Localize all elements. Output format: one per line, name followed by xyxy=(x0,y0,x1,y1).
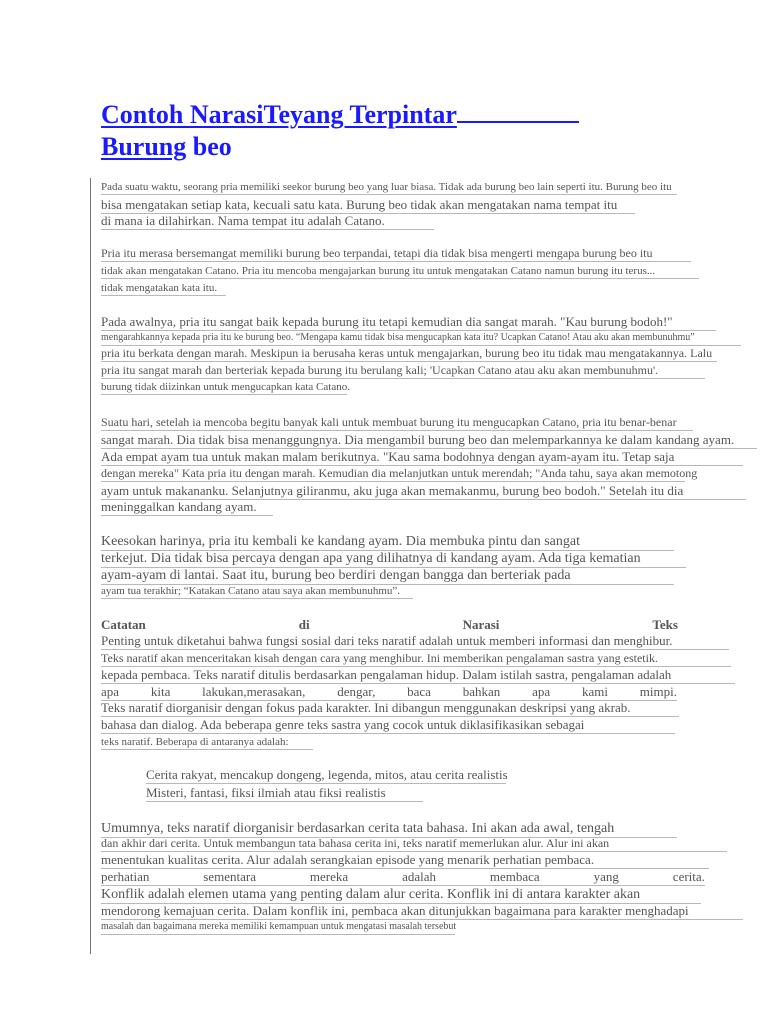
p3-line-4: pria itu sangat marah dan berteriak kepada burung itu berulang kali; 'Ucapkan Catano atau aku akan membunuhmu'. xyxy=(101,363,705,379)
p2-line-3: tidak mengatakan kata itu. xyxy=(101,281,226,296)
notes-word: lakukan,merasakan, xyxy=(202,684,306,699)
notes-heading-word: Narasi xyxy=(462,617,500,632)
title-link[interactable]: Contoh NarasiTeyang Terpintar xyxy=(101,100,457,129)
p4-line-6: meninggalkan kandang ayam. xyxy=(101,499,273,516)
notes-line-5: Teks naratif diorganisir dengan fokus pada karakter. Ini dibangun menggunakan deskripsi yang akrab. xyxy=(101,700,679,717)
title-underline-gap xyxy=(457,97,579,123)
notes-word: dengar, xyxy=(337,684,376,699)
closing-line-2: dan akhir dari cerita. Untuk membangun tata bahasa cerita ini, teks naratif memerlukan alur. Alur ini akan xyxy=(101,836,727,852)
closing-word: adalah xyxy=(402,869,436,884)
closing-line-7: masalah dan bagaimana mereka memiliki kemampuan untuk mengatasi masalah tersebut xyxy=(101,920,455,935)
title-line-2 xyxy=(101,131,661,163)
p5-line-4: ayam tua terakhir; “Katakan Catano atau saya akan membunuhmu”. xyxy=(101,584,413,599)
closing-word: membaca xyxy=(489,869,540,884)
p3-line-2: mengarahkannya kepada pria itu ke burung beo. “Mengapa kamu tidak bisa mengucapkan kata itu? Ucapkan Catano! Atau aku akan membunuhmu” xyxy=(101,331,741,346)
bullet-item-1: Cerita rakyat, mencakup dongeng, legenda, mitos, atau cerita realistis xyxy=(146,767,508,782)
p2-line-2: tidak akan mengatakan Catano. Pria itu mencoba mengajarkan burung itu untuk mengatakan Catano namun burung itu terus... xyxy=(101,264,699,279)
notes-heading-word: di xyxy=(298,617,310,632)
notes-word: kita xyxy=(150,684,171,699)
p4-line-1: Suatu hari, setelah ia mencoba begitu banyak kali untuk membuat burung itu mengucapkan Catano, pria itu benar-benar xyxy=(101,415,693,431)
left-margin-rule xyxy=(90,178,91,954)
p3-line-5: burung tidak diizinkan untuk mengucapkan kata Catano. xyxy=(101,381,350,393)
notes-line-4 xyxy=(101,684,677,701)
p2-line-1: Pria itu merasa bersemangat memiliki burung beo terpandai, tetapi dia tidak bisa mengerti mengapa burung beo itu xyxy=(101,246,691,262)
notes-line-6: bahasa dan dialog. Ada beberapa genre teks sastra yang cocok untuk diklasifikasikan sebagai xyxy=(101,717,675,734)
p3-line-1: Pada awalnya, pria itu sangat baik kepada burung itu tetapi kemudian dia sangat marah. "Kau burung bodoh!" xyxy=(101,314,716,331)
p1-line-2: bisa mengatakan setiap kata, kecuali satu kata. Burung beo tidak akan mengatakan nama tempat itu xyxy=(101,197,635,214)
closing-word: perhatian xyxy=(101,869,150,884)
p1-line-1: Pada suatu waktu, seorang pria memiliki seekor burung beo yang luar biasa. Tidak ada burung beo lain seperti itu. Burung beo itu xyxy=(101,180,677,195)
closing-line-3: menentukan kualitas cerita. Alur adalah serangkaian episode yang menarik perhatian pembaca. xyxy=(101,852,709,869)
p3-line-3: pria itu berkata dengan marah. Meskipun ia berusaha keras untuk mengajarkan, burung beo itu tidak mau mengatakannya. Lalu xyxy=(101,346,717,362)
notes-word: bahkan xyxy=(462,684,501,699)
p1-line-3: di mana ia dilahirkan. Nama tempat itu adalah Catano. xyxy=(101,213,434,230)
p4-line-5: ayam untuk makananku. Selanjutnya giliranmu, aku juga akan memakanmu, burung beo bodoh." Setelah itu dia xyxy=(101,483,746,500)
p5-line-3: ayam-ayam di lantai. Saat itu, burung beo berdiri dengan bangga dan berteriak pada xyxy=(101,567,674,585)
p4-line-4: dengan mereka" Kata pria itu dengan marah. Kemudian dia melanjutkan untuk merendah; "Anda tahu, saya akan memotong xyxy=(101,466,698,480)
closing-line-5: Konflik adalah elemen utama yang penting dalam alur cerita. Konflik ini di antara karakter akan xyxy=(101,886,701,904)
closing-word: sementara xyxy=(203,869,256,884)
p4-line-2: sangat marah. Dia tidak bisa menanggungnya. Dia mengambil burung beo dan melemparkannya ke dalam kandang ayam. xyxy=(101,432,757,449)
closing-line-6: mendorong kemajuan cerita. Dalam konflik ini, pembaca akan ditunjukkan bagaimana para karakter menghadapi xyxy=(101,903,743,920)
closing-word: yang xyxy=(593,869,619,884)
closing-line-4 xyxy=(101,869,705,886)
bullet-item-2: Misteri, fantasi, fiksi ilmiah atau fiksi realistis xyxy=(146,785,423,802)
document-title xyxy=(101,97,661,163)
notes-heading-word: Teks xyxy=(652,617,678,632)
title-text-beo: beo xyxy=(186,132,232,161)
notes-line-1: Penting untuk diketahui bahwa fungsi sosial dari teks naratif adalah untuk memberi informasi dan menghibur. xyxy=(101,633,729,650)
notes-heading xyxy=(101,617,678,633)
p5-line-1: Keesokan harinya, pria itu kembali ke kandang ayam. Dia membuka pintu dan sangat xyxy=(101,533,674,551)
p5-line-2: terkejut. Dia tidak bisa percaya dengan apa yang dilihatnya di kandang ayam. Ada tiga kematian xyxy=(101,550,686,568)
notes-word: kami xyxy=(581,684,608,699)
closing-line-1: Umumnya, teks naratif diorganisir berdasarkan cerita tata bahasa. Ini akan ada awal, tengah xyxy=(101,820,677,838)
notes-line-7: teks naratif. Beberapa di antaranya adalah: xyxy=(101,735,313,750)
notes-word: baca xyxy=(407,684,431,699)
title-link-burung[interactable]: Burung xyxy=(101,132,187,161)
closing-word: mereka xyxy=(309,869,349,884)
closing-word: cerita. xyxy=(672,869,705,884)
notes-line-2: Teks naratif akan menceritakan kisah dengan cara yang menghibur. Ini memberikan pengalaman sastra yang estetik. xyxy=(101,651,731,667)
notes-heading-word: Catatan xyxy=(101,617,146,632)
title-line-1 xyxy=(101,97,661,131)
notes-word: apa xyxy=(101,684,120,699)
notes-word: mimpi. xyxy=(639,684,677,699)
p4-line-3: Ada empat ayam tua untuk makan malam berikutnya. "Kau sama bodohnya dengan ayam-ayam itu. Tetap saja xyxy=(101,449,743,466)
notes-word: apa xyxy=(532,684,551,699)
notes-line-3: kepada pembaca. Teks naratif ditulis berdasarkan pengalaman hidup. Dalam istilah sastra, pengalaman adalah xyxy=(101,667,735,684)
